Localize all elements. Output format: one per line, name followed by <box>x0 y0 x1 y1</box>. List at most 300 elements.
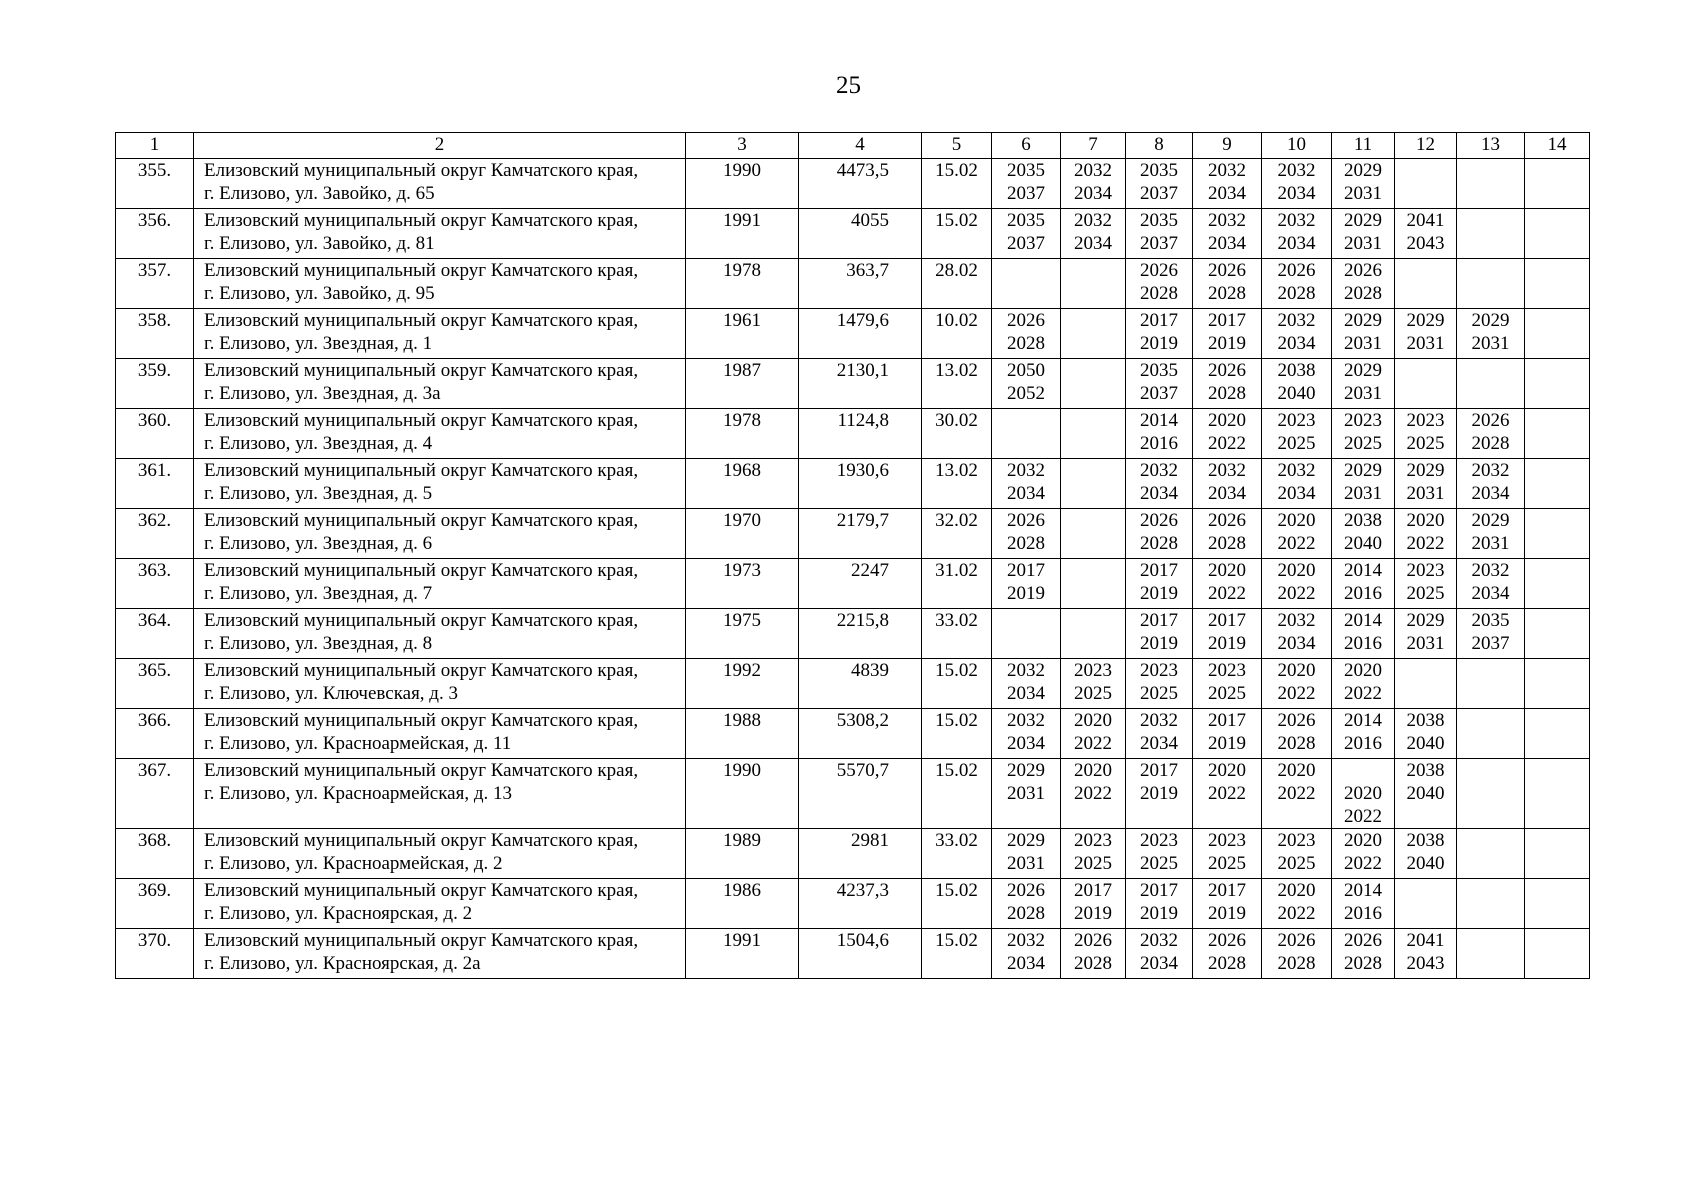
area-cell: 4839 <box>799 659 922 709</box>
period-value: 2032 2034 <box>1277 460 1316 504</box>
period-cell-7 <box>1061 509 1126 559</box>
period-cell-10 <box>1262 309 1332 359</box>
period-cell-7 <box>1061 259 1126 309</box>
period-value: 2017 2019 <box>1208 310 1246 354</box>
table-row <box>116 309 1590 359</box>
period-value: 2032 2034 <box>1140 930 1178 974</box>
column-header-8: 8 <box>1126 133 1193 159</box>
period-value: 2029 2031 <box>1007 830 1045 874</box>
period-cell-11 <box>1332 159 1395 209</box>
period-value: 2020 2022 <box>1208 560 1246 604</box>
period-cell-7 <box>1061 359 1126 409</box>
period-cell-7 <box>1061 829 1126 879</box>
period-cell-13 <box>1457 409 1525 459</box>
period-cell-14 <box>1525 459 1590 509</box>
area-cell: 363,7 <box>799 259 922 309</box>
address-line-2: г. Елизово, ул. Звездная, д. 1 <box>204 333 433 354</box>
period-cell-10 <box>1262 759 1332 829</box>
period-value: 2020 2022 <box>1277 560 1316 604</box>
period-cell-11 <box>1332 879 1395 929</box>
period-value: 2041 2043 <box>1406 210 1445 254</box>
period-value: 2014 2016 <box>1344 560 1382 604</box>
period-value: 2014 2016 <box>1344 610 1382 654</box>
period-cell-14 <box>1525 409 1590 459</box>
address-cell <box>194 709 686 759</box>
table-row <box>116 929 1590 979</box>
column-header-9: 9 <box>1193 133 1262 159</box>
table-row <box>116 709 1590 759</box>
period-cell-9 <box>1193 159 1262 209</box>
year-cell: 1986 <box>686 879 799 929</box>
period-cell-12 <box>1395 509 1457 559</box>
period-cell-13 <box>1457 309 1525 359</box>
table-row <box>116 659 1590 709</box>
period-value: 2032 2034 <box>1277 610 1316 654</box>
period-value: 2020 2022 <box>1277 880 1316 924</box>
address-line-2: г. Елизово, ул. Завойко, д. 65 <box>204 183 435 204</box>
period-value: 2035 2037 <box>1007 160 1045 204</box>
period-value: 2020 2022 <box>1406 510 1445 554</box>
period-value: 2029 2031 <box>1344 310 1382 354</box>
period-value: 2014 2016 <box>1140 410 1178 454</box>
area-cell: 2130,1 <box>799 359 922 409</box>
period-value: 2038 2040 <box>1406 830 1445 874</box>
address-line-1: Елизовский муниципальный округ Камчатского края, <box>204 410 639 431</box>
period-cell-12 <box>1395 159 1457 209</box>
period-cell-8 <box>1126 609 1193 659</box>
year-cell: 1978 <box>686 409 799 459</box>
period-value: 2017 2019 <box>1007 560 1045 604</box>
address-line-2: г. Елизово, ул. Красноармейская, д. 13 <box>204 783 512 804</box>
period-value: 2020 2022 <box>1208 760 1246 804</box>
code-cell: 15.02 <box>922 659 992 709</box>
period-value: 2032 2034 <box>1007 460 1045 504</box>
period-value: 2023 2025 <box>1277 410 1316 454</box>
period-value: 2017 2019 <box>1208 710 1246 754</box>
period-cell-7 <box>1061 659 1126 709</box>
address-line-2: г. Елизово, ул. Звездная, д. 4 <box>204 433 433 454</box>
period-value: 2029 2031 <box>1007 760 1045 804</box>
address-cell <box>194 309 686 359</box>
period-cell-6 <box>992 209 1061 259</box>
code-cell: 15.02 <box>922 879 992 929</box>
period-cell-12 <box>1395 259 1457 309</box>
period-value: 2017 2019 <box>1208 610 1246 654</box>
period-cell-11 <box>1332 709 1395 759</box>
address-line-2: г. Елизово, ул. Звездная, д. 5 <box>204 483 433 504</box>
period-cell-6 <box>992 159 1061 209</box>
period-cell-11 <box>1332 509 1395 559</box>
address-line-1: Елизовский муниципальный округ Камчатского края, <box>204 310 639 331</box>
period-cell-9 <box>1193 709 1262 759</box>
period-cell-9 <box>1193 459 1262 509</box>
period-cell-13 <box>1457 209 1525 259</box>
row-number: 363. <box>116 559 194 609</box>
table-body <box>116 159 1590 979</box>
code-cell: 10.02 <box>922 309 992 359</box>
area-cell: 1930,6 <box>799 459 922 509</box>
period-value: 2035 2037 <box>1007 210 1045 254</box>
table-row <box>116 879 1590 929</box>
period-cell-14 <box>1525 259 1590 309</box>
period-value: 2020 2022 <box>1074 760 1112 804</box>
table-row <box>116 159 1590 209</box>
period-cell-13 <box>1457 509 1525 559</box>
period-value: 2017 2019 <box>1074 880 1112 924</box>
period-cell-8 <box>1126 709 1193 759</box>
year-cell: 1991 <box>686 209 799 259</box>
address-cell <box>194 259 686 309</box>
address-line-1: Елизовский муниципальный округ Камчатского края, <box>204 260 639 281</box>
period-cell-6 <box>992 659 1061 709</box>
code-cell: 13.02 <box>922 459 992 509</box>
period-cell-6 <box>992 259 1061 309</box>
period-value: 2026 2028 <box>1277 260 1316 304</box>
year-cell: 1973 <box>686 559 799 609</box>
period-cell-13 <box>1457 879 1525 929</box>
period-cell-10 <box>1262 459 1332 509</box>
period-cell-14 <box>1525 609 1590 659</box>
period-value: 2029 2031 <box>1344 460 1382 504</box>
period-cell-14 <box>1525 879 1590 929</box>
period-value: 2017 2019 <box>1140 560 1178 604</box>
period-value: 2026 2028 <box>1471 410 1510 454</box>
period-cell-9 <box>1193 929 1262 979</box>
period-cell-9 <box>1193 659 1262 709</box>
period-cell-8 <box>1126 259 1193 309</box>
period-cell-6 <box>992 509 1061 559</box>
period-value: 2032 2034 <box>1007 660 1045 704</box>
period-value: 2032 2034 <box>1074 160 1112 204</box>
period-cell-10 <box>1262 709 1332 759</box>
period-cell-12 <box>1395 759 1457 829</box>
period-cell-9 <box>1193 209 1262 259</box>
period-value: 2032 2034 <box>1208 210 1246 254</box>
period-cell-11 <box>1332 829 1395 879</box>
address-line-1: Елизовский муниципальный округ Камчатского края, <box>204 930 639 951</box>
period-value: 2035 2037 <box>1140 360 1178 404</box>
address-line-1: Елизовский муниципальный округ Камчатского края, <box>204 880 639 901</box>
period-value: 2035 2037 <box>1471 610 1510 654</box>
area-cell: 2179,7 <box>799 509 922 559</box>
period-value: 2029 2031 <box>1471 510 1510 554</box>
period-value: 2020 2022 <box>1277 510 1316 554</box>
period-value: 2026 2028 <box>1344 260 1382 304</box>
period-cell-11 <box>1332 559 1395 609</box>
address-line-2: г. Елизово, ул. Красноармейская, д. 2 <box>204 853 503 874</box>
period-cell-9 <box>1193 559 1262 609</box>
period-cell-10 <box>1262 209 1332 259</box>
address-line-1: Елизовский муниципальный округ Камчатского края, <box>204 160 639 181</box>
period-value: 2017 2019 <box>1208 880 1246 924</box>
period-cell-6 <box>992 559 1061 609</box>
period-cell-13 <box>1457 459 1525 509</box>
row-number: 367. <box>116 759 194 829</box>
year-cell: 1988 <box>686 709 799 759</box>
period-cell-9 <box>1193 309 1262 359</box>
period-cell-12 <box>1395 659 1457 709</box>
period-cell-8 <box>1126 559 1193 609</box>
column-header-4: 4 <box>799 133 922 159</box>
period-value: 2020 2022 <box>1208 410 1246 454</box>
address-line-1: Елизовский муниципальный округ Камчатского края, <box>204 510 639 531</box>
row-number: 360. <box>116 409 194 459</box>
code-cell: 15.02 <box>922 209 992 259</box>
code-cell: 30.02 <box>922 409 992 459</box>
period-value: 2050 2052 <box>1007 360 1045 404</box>
code-cell: 28.02 <box>922 259 992 309</box>
code-cell: 32.02 <box>922 509 992 559</box>
period-value: 2026 2028 <box>1007 310 1045 354</box>
address-line-1: Елизовский муниципальный округ Камчатского края, <box>204 460 639 481</box>
period-cell-6 <box>992 879 1061 929</box>
period-cell-8 <box>1126 159 1193 209</box>
period-cell-7 <box>1061 559 1126 609</box>
period-value: 2020 2022 <box>1074 710 1112 754</box>
registry-table <box>115 132 1590 979</box>
period-value: 2041 2043 <box>1406 930 1445 974</box>
address-cell <box>194 759 686 829</box>
column-header-2: 2 <box>194 133 686 159</box>
period-cell-12 <box>1395 709 1457 759</box>
row-number: 366. <box>116 709 194 759</box>
period-cell-11 <box>1332 209 1395 259</box>
address-line-2: г. Елизово, ул. Красноярская, д. 2 <box>204 903 473 924</box>
address-line-2: г. Елизово, ул. Завойко, д. 81 <box>204 233 435 254</box>
year-cell: 1991 <box>686 929 799 979</box>
address-cell <box>194 879 686 929</box>
period-cell-6 <box>992 459 1061 509</box>
year-cell: 1975 <box>686 609 799 659</box>
period-cell-7 <box>1061 409 1126 459</box>
period-cell-6 <box>992 709 1061 759</box>
period-cell-11 <box>1332 609 1395 659</box>
period-cell-9 <box>1193 829 1262 879</box>
column-header-7: 7 <box>1061 133 1126 159</box>
period-value: 2026 2028 <box>1074 930 1112 974</box>
table-row <box>116 359 1590 409</box>
year-cell: 1978 <box>686 259 799 309</box>
period-cell-10 <box>1262 359 1332 409</box>
code-cell: 31.02 <box>922 559 992 609</box>
period-cell-6 <box>992 929 1061 979</box>
period-value: 2038 2040 <box>1344 510 1382 554</box>
period-cell-12 <box>1395 309 1457 359</box>
address-line-2: г. Елизово, ул. Ключевская, д. 3 <box>204 683 458 704</box>
period-cell-8 <box>1126 879 1193 929</box>
period-value: 2032 2034 <box>1140 460 1178 504</box>
address-line-2: г. Елизово, ул. Завойко, д. 95 <box>204 283 435 304</box>
period-cell-6 <box>992 309 1061 359</box>
period-cell-7 <box>1061 879 1126 929</box>
period-cell-8 <box>1126 359 1193 409</box>
period-cell-14 <box>1525 829 1590 879</box>
row-number: 355. <box>116 159 194 209</box>
period-value: 2026 2028 <box>1208 260 1246 304</box>
period-value: 2029 2031 <box>1471 310 1510 354</box>
column-header-3: 3 <box>686 133 799 159</box>
period-value: 2017 2019 <box>1140 760 1178 804</box>
period-value: 2020 2022 <box>1277 760 1316 804</box>
area-cell: 5570,7 <box>799 759 922 829</box>
period-cell-14 <box>1525 309 1590 359</box>
address-line-1: Елизовский муниципальный округ Камчатского края, <box>204 760 639 781</box>
area-cell: 2981 <box>799 829 922 879</box>
table-row <box>116 559 1590 609</box>
period-cell-9 <box>1193 759 1262 829</box>
period-value: 2023 2025 <box>1406 410 1445 454</box>
period-value: 2023 2025 <box>1140 830 1178 874</box>
period-value: 2023 2025 <box>1208 830 1246 874</box>
period-cell-10 <box>1262 259 1332 309</box>
period-cell-8 <box>1126 409 1193 459</box>
period-value: 2017 2019 <box>1140 880 1178 924</box>
code-cell: 15.02 <box>922 159 992 209</box>
code-cell: 33.02 <box>922 829 992 879</box>
period-value: 2026 2028 <box>1277 930 1316 974</box>
period-value: 2029 2031 <box>1344 160 1382 204</box>
period-cell-14 <box>1525 159 1590 209</box>
period-value: 2026 2028 <box>1208 510 1246 554</box>
address-line-1: Елизовский муниципальный округ Камчатского края, <box>204 830 639 851</box>
area-cell: 2247 <box>799 559 922 609</box>
period-cell-8 <box>1126 659 1193 709</box>
row-number: 370. <box>116 929 194 979</box>
period-cell-10 <box>1262 929 1332 979</box>
period-cell-12 <box>1395 829 1457 879</box>
period-cell-11 <box>1332 359 1395 409</box>
period-cell-13 <box>1457 759 1525 829</box>
period-cell-14 <box>1525 509 1590 559</box>
period-cell-12 <box>1395 609 1457 659</box>
year-cell: 1990 <box>686 159 799 209</box>
period-cell-7 <box>1061 929 1126 979</box>
code-cell: 15.02 <box>922 759 992 829</box>
period-cell-13 <box>1457 359 1525 409</box>
period-cell-13 <box>1457 609 1525 659</box>
period-cell-6 <box>992 759 1061 829</box>
row-number: 361. <box>116 459 194 509</box>
address-cell <box>194 609 686 659</box>
period-value: 2020 2022 <box>1344 660 1382 704</box>
period-cell-10 <box>1262 879 1332 929</box>
period-value: 2026 2028 <box>1007 510 1045 554</box>
period-value: 2017 2019 <box>1140 310 1178 354</box>
address-cell <box>194 929 686 979</box>
period-value: 2032 2034 <box>1208 460 1246 504</box>
address-line-1: Елизовский муниципальный округ Камчатского края, <box>204 360 639 381</box>
period-cell-7 <box>1061 709 1126 759</box>
row-number: 357. <box>116 259 194 309</box>
period-cell-14 <box>1525 929 1590 979</box>
period-value: 2023 2025 <box>1074 660 1112 704</box>
period-value: 2032 2034 <box>1471 560 1510 604</box>
period-cell-12 <box>1395 459 1457 509</box>
address-cell <box>194 559 686 609</box>
period-cell-14 <box>1525 759 1590 829</box>
page-number: 25 <box>836 72 861 99</box>
code-cell: 13.02 <box>922 359 992 409</box>
period-cell-9 <box>1193 259 1262 309</box>
period-value: 2032 2034 <box>1277 310 1316 354</box>
period-cell-10 <box>1262 609 1332 659</box>
period-value: 2038 2040 <box>1406 710 1445 754</box>
period-cell-11 <box>1332 759 1395 829</box>
period-cell-13 <box>1457 159 1525 209</box>
area-cell: 1124,8 <box>799 409 922 459</box>
period-value: 2038 2040 <box>1406 760 1445 804</box>
period-value: 2032 2034 <box>1007 710 1045 754</box>
period-cell-7 <box>1061 609 1126 659</box>
row-number: 369. <box>116 879 194 929</box>
period-cell-11 <box>1332 459 1395 509</box>
address-line-1: Елизовский муниципальный округ Камчатского края, <box>204 710 639 731</box>
period-value: 2020 2022 <box>1344 783 1382 827</box>
table-row <box>116 509 1590 559</box>
period-cell-10 <box>1262 159 1332 209</box>
period-cell-7 <box>1061 309 1126 359</box>
area-cell: 5308,2 <box>799 709 922 759</box>
column-header-12: 12 <box>1395 133 1457 159</box>
address-cell <box>194 159 686 209</box>
period-cell-13 <box>1457 929 1525 979</box>
period-value: 2029 2031 <box>1406 460 1445 504</box>
period-value: 2032 2034 <box>1140 710 1178 754</box>
address-line-2: г. Елизово, ул. Звездная, д. 8 <box>204 633 433 654</box>
header-row <box>116 133 1590 159</box>
address-line-1: Елизовский муниципальный округ Камчатского края, <box>204 210 639 231</box>
period-cell-14 <box>1525 559 1590 609</box>
row-number: 359. <box>116 359 194 409</box>
address-cell <box>194 359 686 409</box>
period-cell-11 <box>1332 259 1395 309</box>
column-header-13: 13 <box>1457 133 1525 159</box>
period-value: 2026 2028 <box>1140 260 1178 304</box>
address-line-2: г. Елизово, ул. Звездная, д. 6 <box>204 533 433 554</box>
address-line-1: Елизовский муниципальный округ Камчатского края, <box>204 610 639 631</box>
period-cell-6 <box>992 359 1061 409</box>
period-cell-11 <box>1332 309 1395 359</box>
year-cell: 1992 <box>686 659 799 709</box>
period-cell-12 <box>1395 879 1457 929</box>
period-cell-11 <box>1332 409 1395 459</box>
period-value: 2023 2025 <box>1208 660 1246 704</box>
period-value: 2026 2028 <box>1277 710 1316 754</box>
period-value: 2032 2034 <box>1277 210 1316 254</box>
period-cell-12 <box>1395 559 1457 609</box>
row-number: 365. <box>116 659 194 709</box>
column-header-14: 14 <box>1525 133 1590 159</box>
period-cell-7 <box>1061 209 1126 259</box>
address-line-2: г. Елизово, ул. Звездная, д. 7 <box>204 583 433 604</box>
period-value: 2029 2031 <box>1344 360 1382 404</box>
year-cell: 1970 <box>686 509 799 559</box>
period-cell-6 <box>992 609 1061 659</box>
period-value: 2023 2025 <box>1344 410 1382 454</box>
period-value: 2023 2025 <box>1406 560 1445 604</box>
period-cell-10 <box>1262 509 1332 559</box>
period-cell-7 <box>1061 759 1126 829</box>
period-value: 2023 2025 <box>1074 830 1112 874</box>
address-line-1: Елизовский муниципальный округ Камчатского края, <box>204 660 639 681</box>
period-cell-8 <box>1126 829 1193 879</box>
table-row <box>116 259 1590 309</box>
period-cell-9 <box>1193 359 1262 409</box>
row-number: 368. <box>116 829 194 879</box>
column-header-6: 6 <box>992 133 1061 159</box>
period-cell-7 <box>1061 459 1126 509</box>
period-value: 2035 2037 <box>1140 210 1178 254</box>
